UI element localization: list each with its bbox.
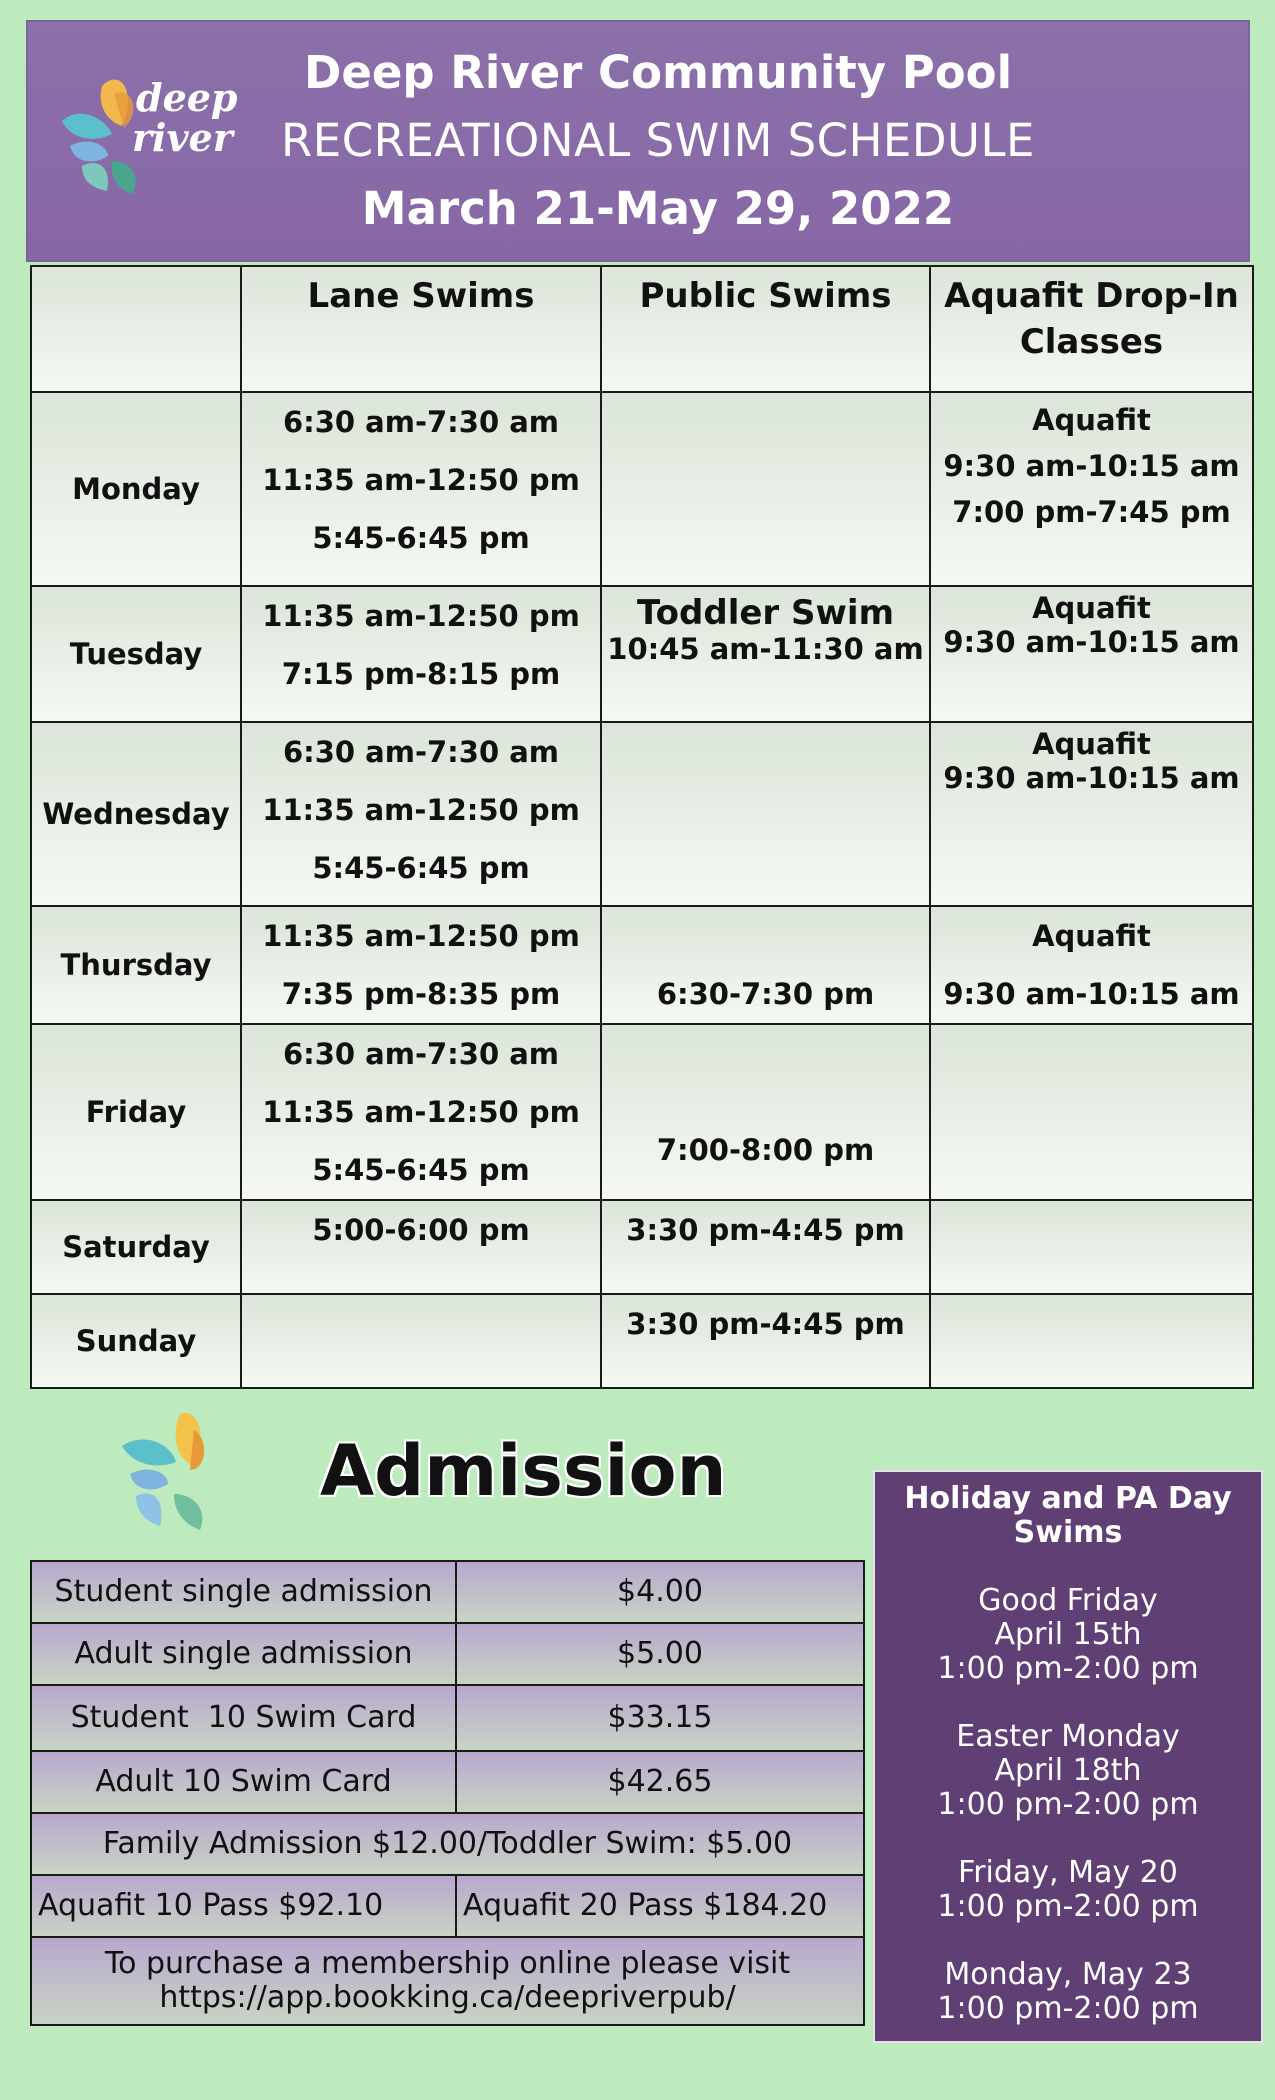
table-row: [31, 1937, 864, 2025]
aquafit-10-pass: Aquafit 10 Pass $92.10: [31, 1875, 456, 1937]
time-slot: 3:30 pm-4:45 pm: [626, 1213, 905, 1247]
time-slot: 9:30 am-10:15 am: [943, 977, 1240, 1011]
pool-title: Deep River Community Pool: [303, 46, 1013, 99]
holiday-name: Friday, May 20: [958, 1855, 1178, 1890]
holiday-name: Easter Monday: [956, 1719, 1180, 1754]
time-slot: 5:00-6:00 pm: [312, 1213, 530, 1247]
table-row: [31, 722, 1253, 906]
lane-cell: [241, 722, 601, 906]
day-cell: Thursday: [31, 906, 241, 1024]
holiday-time: 1:00 pm-2:00 pm: [937, 1651, 1199, 1686]
holiday-event: [875, 1856, 1261, 1924]
aquafit-20-pass: Aquafit 20 Pass $184.20: [456, 1875, 864, 1937]
time-slot: 11:35 am-12:50 pm: [262, 599, 580, 633]
holiday-time: 1:00 pm-2:00 pm: [937, 1991, 1199, 2026]
swim-schedule-table: [30, 265, 1254, 1389]
time-slot: 6:30 am-7:30 am: [282, 735, 560, 769]
holiday-date: April 18th: [994, 1753, 1142, 1788]
holiday-time: 1:00 pm-2:00 pm: [937, 1889, 1199, 1924]
time-slot: 7:35 pm-8:35 pm: [281, 977, 561, 1011]
column-header-lane: Lane Swims: [241, 266, 601, 392]
admission-price: $33.15: [456, 1685, 864, 1751]
day-cell: Saturday: [31, 1200, 241, 1294]
time-slot: 7:00 pm-7:45 pm: [952, 495, 1231, 529]
aquafit-cell: [930, 1200, 1253, 1294]
schedule-dates: March 21-May 29, 2022: [361, 182, 955, 235]
toddler-swim-title: Toddler Swim: [636, 593, 894, 633]
lane-cell: [241, 906, 601, 1024]
header-banner: [26, 20, 1250, 262]
holiday-name: Monday, May 23: [944, 1957, 1192, 1992]
holiday-swims-panel: [873, 1470, 1263, 2043]
aquafit-cell: [930, 722, 1253, 906]
class-name: Aquafit: [1032, 591, 1151, 625]
table-header-row: [31, 266, 1253, 392]
column-header-aquafit: Aquafit Drop-In Classes: [930, 266, 1253, 392]
public-cell: [601, 722, 930, 906]
time-slot: 10:45 am-11:30 am: [607, 632, 924, 666]
time-slot: 9:30 am-10:15 am: [943, 761, 1240, 795]
logo-word-deep: deep: [136, 75, 238, 120]
public-cell: [601, 1024, 930, 1200]
lane-cell: [241, 392, 601, 586]
table-row: [31, 1561, 864, 1623]
time-slot: 11:35 am-12:50 pm: [262, 463, 580, 497]
table-row: [31, 1623, 864, 1685]
holiday-title: Holiday and PA Day Swims: [904, 1481, 1232, 1550]
table-row: [31, 1813, 864, 1875]
admission-label: Student single admission: [31, 1561, 456, 1623]
aquafit-cell: [930, 1024, 1253, 1200]
time-slot: 7:15 pm-8:15 pm: [281, 657, 561, 691]
header-blank-cell: [31, 266, 241, 392]
day-cell: Wednesday: [31, 722, 241, 906]
leaf-logo-icon: [118, 1410, 228, 1532]
table-row: [31, 1751, 864, 1813]
admission-price: $42.65: [456, 1751, 864, 1813]
online-purchase-note: [31, 1937, 864, 2025]
lane-cell: [241, 1294, 601, 1388]
lane-cell: [241, 586, 601, 722]
day-cell: Sunday: [31, 1294, 241, 1388]
table-row: [31, 1875, 864, 1937]
public-cell: [601, 1294, 930, 1388]
holiday-event: [875, 1584, 1261, 1686]
table-row: [31, 1294, 1253, 1388]
time-slot: 11:35 am-12:50 pm: [262, 1095, 580, 1129]
holiday-time: 1:00 pm-2:00 pm: [937, 1787, 1199, 1822]
schedule-title: RECREATIONAL SWIM SCHEDULE: [281, 114, 1035, 167]
lane-cell: [241, 1024, 601, 1200]
time-slot: 6:30 am-7:30 am: [282, 1037, 560, 1071]
time-slot: 5:45-6:45 pm: [312, 851, 530, 885]
time-slot: 7:00-8:00 pm: [656, 1133, 875, 1167]
admission-price: $5.00: [456, 1623, 864, 1685]
table-row: [31, 1200, 1253, 1294]
public-cell: [601, 586, 930, 722]
class-name: Aquafit: [1032, 403, 1151, 437]
table-row: [31, 392, 1253, 586]
table-row: [31, 1685, 864, 1751]
time-slot: 6:30 am-7:30 am: [282, 405, 560, 439]
time-slot: 6:30-7:30 pm: [656, 977, 875, 1011]
day-cell: Friday: [31, 1024, 241, 1200]
aquafit-cell: [930, 392, 1253, 586]
public-cell: [601, 906, 930, 1024]
admission-title: Admission: [320, 1430, 727, 1512]
admission-label: Adult single admission: [31, 1623, 456, 1685]
public-cell: [601, 1200, 930, 1294]
time-slot: 9:30 am-10:15 am: [943, 625, 1240, 659]
admission-label: Student 10 Swim Card: [31, 1685, 456, 1751]
logo-word-river: river: [132, 115, 233, 160]
time-slot: 5:45-6:45 pm: [312, 521, 530, 555]
aquafit-cell: [930, 586, 1253, 722]
online-url[interactable]: https://app.bookking.ca/deepriverpub/: [159, 1980, 736, 2015]
aquafit-cell: [930, 1294, 1253, 1388]
column-header-public: Public Swims: [601, 266, 930, 392]
time-slot: 9:30 am-10:15 am: [943, 449, 1240, 483]
aquafit-cell: [930, 906, 1253, 1024]
time-slot: 11:35 am-12:50 pm: [262, 793, 580, 827]
holiday-event: [875, 1720, 1261, 1822]
time-slot: 11:35 am-12:50 pm: [262, 919, 580, 953]
class-name: Aquafit: [1032, 727, 1151, 761]
public-cell: [601, 392, 930, 586]
table-row: [31, 586, 1253, 722]
holiday-event: [875, 1958, 1261, 2026]
table-row: [31, 1024, 1253, 1200]
online-note-text: To purchase a membership online please visit: [104, 1946, 791, 1981]
lane-cell: [241, 1200, 601, 1294]
day-cell: Monday: [31, 392, 241, 586]
class-name: Aquafit: [1032, 919, 1151, 953]
admission-label: Adult 10 Swim Card: [31, 1751, 456, 1813]
day-cell: Tuesday: [31, 586, 241, 722]
table-row: [31, 906, 1253, 1024]
admission-table: [30, 1560, 865, 2026]
time-slot: 5:45-6:45 pm: [312, 1153, 530, 1187]
family-admission: Family Admission $12.00/Toddler Swim: $5.00: [31, 1813, 864, 1875]
holiday-date: April 15th: [994, 1617, 1142, 1652]
admission-price: $4.00: [456, 1561, 864, 1623]
time-slot: 3:30 pm-4:45 pm: [626, 1307, 905, 1341]
holiday-name: Good Friday: [978, 1583, 1158, 1618]
